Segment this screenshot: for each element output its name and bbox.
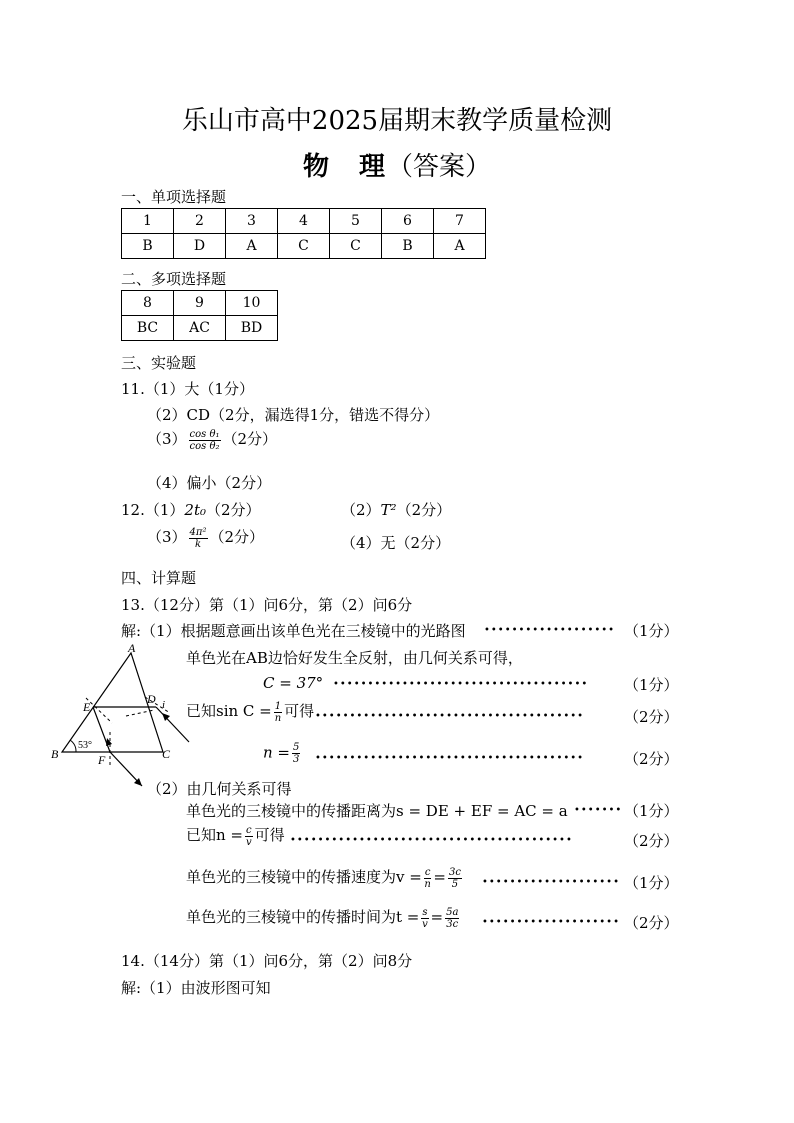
q13-line5-pre: n =	[263, 743, 290, 762]
answer-cell: A	[434, 234, 486, 259]
q13-line4-fraction	[274, 701, 282, 724]
q13-line8-fraction	[245, 825, 253, 848]
q12-part2-label: （2）	[341, 501, 381, 519]
q13-line8-pre: 已知n =	[186, 826, 243, 844]
q14-line1: 解:（1）由波形图可知	[121, 979, 271, 997]
fraction-numerator: 1	[274, 700, 282, 712]
answer-cell: BC	[122, 316, 174, 341]
single-choice-table	[121, 208, 486, 259]
q13-line7: 单色光的三棱镜中的传播距离为s = DE + EF = AC = a	[186, 802, 568, 820]
ray-arrowhead	[106, 738, 112, 746]
fraction-denominator: k	[194, 538, 202, 550]
q11-part3-fraction	[189, 429, 221, 452]
q12-part1-label: 12.（1）	[121, 501, 185, 519]
fraction-numerator: c	[424, 866, 431, 878]
subtitle-note: （答案）	[387, 152, 492, 182]
fraction-denominator: v	[422, 918, 428, 930]
answer-cell: BD	[226, 316, 278, 341]
angle-label: 53°	[78, 740, 92, 751]
q11-part2: （2）CD（2分，漏选得1分，错选不得分）	[147, 406, 440, 424]
answer-cell: C	[330, 234, 382, 259]
question-number: 7	[434, 209, 486, 234]
subject-name: 物 理	[302, 152, 387, 182]
question-number: 9	[174, 291, 226, 316]
section4-heading: 四、计算题	[121, 569, 197, 587]
page-title: 乐山市高中2025届期末教学质量检测	[181, 106, 613, 136]
q11-part3-score: （2分）	[222, 430, 278, 448]
q13-line10-score: （2分）	[624, 914, 679, 932]
section2-heading: 二、多项选择题	[121, 270, 227, 288]
equals-sign: =	[433, 868, 446, 886]
q13-line1	[121, 620, 466, 641]
fraction-numerator: 5a	[446, 906, 459, 918]
q14-heading: 14.（14分）第（1）问6分，第（2）问8分	[121, 952, 413, 970]
table-row	[122, 316, 278, 341]
q13-line8-post: 可得	[254, 826, 285, 844]
answer-cell: A	[226, 234, 278, 259]
dot-leader: •••••••••••••••••••••••••••••••••••••••••	[290, 835, 573, 846]
q12-part3-score: （2分）	[209, 528, 265, 546]
q13-line3-score: （1分）	[624, 676, 679, 694]
q13-line9-fraction1	[424, 867, 432, 890]
question-number: 1	[122, 209, 174, 234]
page-subtitle	[0, 146, 794, 183]
q13-line9-score: （1分）	[624, 874, 679, 892]
fraction-numerator: s	[422, 906, 428, 918]
q12-part2	[341, 499, 451, 520]
q13-line5	[263, 742, 302, 765]
label-B: B	[51, 747, 59, 761]
fraction-denominator: cos θ₂	[189, 440, 220, 452]
q13-line1-text: 解:（1）根据题意画出该单色光在三棱镜中的光路图	[121, 622, 466, 640]
q11-part3	[147, 428, 277, 452]
q12-part1-expr: 2t₀	[184, 501, 206, 519]
q13-line5-score: （2分）	[624, 750, 679, 768]
q12-part3-fraction	[189, 527, 208, 550]
q13-line8	[186, 824, 285, 848]
label-D: D	[147, 692, 156, 706]
answer-cell: B	[382, 234, 434, 259]
q13-line4-post: 可得	[284, 702, 315, 720]
q13-line4-pre: 已知sin C =	[186, 702, 272, 720]
question-number: 8	[122, 291, 174, 316]
answer-cell: D	[174, 234, 226, 259]
q13-line10-fraction2	[445, 907, 459, 930]
answer-cell: B	[122, 234, 174, 259]
label-A: A	[128, 641, 136, 655]
q13-line2: 单色光在AB边恰好发生全反射，由几何关系可得，	[186, 649, 523, 667]
answer-cell: C	[278, 234, 330, 259]
q11-part4: （4）偏小（2分）	[147, 474, 272, 492]
fraction-numerator: c	[246, 824, 252, 836]
section1-heading: 一、单项选择题	[121, 188, 227, 206]
angle-arc	[70, 740, 76, 752]
q13-line10	[186, 906, 461, 930]
fraction-denominator: v	[245, 836, 252, 848]
fraction-denominator: 5	[451, 878, 459, 890]
section3-heading: 三、实验题	[121, 354, 197, 372]
dot-leader: ••••••••••••••••••••	[482, 877, 620, 888]
q13-line10-pre: 单色光的三棱镜中的传播时间为t =	[186, 908, 420, 926]
q13-line9-fraction2	[448, 867, 462, 890]
dot-leader: •••••••••••••••••••••••••••••••••••••	[333, 679, 589, 690]
fraction-denominator: 3c	[446, 918, 459, 930]
q12-part1-score: （2分）	[206, 501, 261, 519]
q12-part3-label: （3）	[147, 528, 187, 546]
q13-line6: （2）由几何关系可得	[147, 780, 292, 798]
prism-light-path-diagram	[50, 640, 200, 800]
fraction-denominator: n	[424, 878, 431, 890]
label-i: i	[162, 699, 166, 711]
dot-leader: ••••••••••••••••••••	[482, 917, 620, 928]
question-number: 2	[174, 209, 226, 234]
q13-line3: C = 37°	[263, 674, 324, 692]
ray-incident	[156, 707, 189, 742]
table-row	[122, 234, 486, 259]
q11-part3-label: （3）	[147, 430, 187, 448]
dot-leader: •••••••	[574, 805, 623, 816]
fraction-numerator: 5	[293, 742, 300, 753]
fraction-denominator: 3	[293, 754, 300, 765]
question-number: 6	[382, 209, 434, 234]
table-row	[122, 291, 278, 316]
q12-part1	[121, 499, 261, 520]
q13-line5-fraction	[292, 742, 300, 765]
fraction-denominator: n	[274, 712, 282, 724]
q13-line9-pre: 单色光的三棱镜中的传播速度为v =	[186, 868, 422, 886]
q12-part4: （4）无（2分）	[341, 534, 451, 552]
label-E: E	[83, 700, 91, 714]
question-number: 10	[226, 291, 278, 316]
q13-line1-score: （1分）	[624, 622, 679, 640]
q13-line10-fraction1	[421, 907, 428, 930]
q12-part2-expr: T²	[380, 501, 397, 519]
label-C: C	[162, 747, 171, 761]
dot-leader: •••••••••••••••••••	[484, 625, 616, 636]
fraction-numerator: 4π²	[189, 526, 207, 538]
table-row	[122, 209, 486, 234]
q13-line4	[186, 700, 314, 724]
dot-leader: •••••••••••••••••••••••••••••••••••••••	[315, 753, 585, 764]
q13-line9	[186, 866, 464, 890]
q12-part2-score: （2分）	[396, 501, 452, 519]
question-number: 5	[330, 209, 382, 234]
answer-cell: AC	[174, 316, 226, 341]
question-number: 3	[226, 209, 278, 234]
q13-line4-score: （2分）	[624, 708, 679, 726]
q13-line7-score: （1分）	[624, 802, 679, 820]
q11-part1: 11.（1）大（1分）	[121, 380, 254, 398]
q13-line8-score: （2分）	[624, 832, 679, 850]
label-F: F	[98, 753, 106, 767]
fraction-numerator: 3c	[449, 866, 461, 878]
fraction-numerator: cos θ₁	[189, 428, 220, 440]
multi-choice-table	[121, 290, 278, 341]
dot-leader: •••••••••••••••••••••••••••••••••••••••	[315, 711, 585, 722]
equals-sign: =	[430, 908, 444, 926]
question-number: 4	[278, 209, 330, 234]
q12-part3	[147, 526, 264, 550]
q13-heading: 13.（12分）第（1）问6分，第（2）问6分	[121, 596, 413, 614]
